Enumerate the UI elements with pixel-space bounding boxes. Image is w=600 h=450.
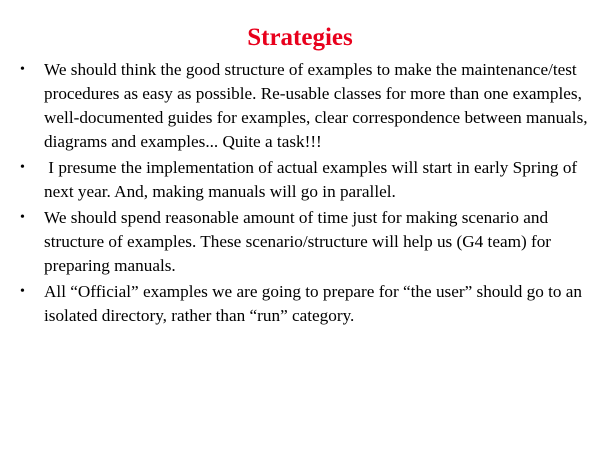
bullet-icon: • [20, 210, 25, 225]
bullet-text: I presume the implementation of actual examples will start in early Spring of next year. And, making manuals will go in parallel. [44, 158, 582, 201]
bullet-text: We should spend reasonable amount of time just for making scenario and structure of examples. These scenario/structure will help us (G4 team) for preparing manuals. [44, 208, 552, 275]
bullet-text: All “Official” examples we are going to prepare for “the user” should go to an isolated directory, rather than “run” category. [44, 282, 583, 325]
list-item [20, 156, 590, 204]
slide-title: Strategies [247, 24, 353, 51]
bullet-icon: • [20, 284, 25, 299]
bullet-text: We should think the good structure of examples to make the maintenance/test procedures as easy as possible. Re-usable classes for more than one examples, well-documented guides for examples, clear correspondence between manuals, diagrams and examples... Quite a task!!! [44, 60, 588, 151]
list-item [20, 58, 590, 154]
list-item [20, 206, 590, 278]
bullet-icon: • [20, 160, 25, 175]
list-item [20, 280, 590, 328]
bullet-list [20, 58, 590, 330]
bullet-icon: • [20, 62, 25, 77]
